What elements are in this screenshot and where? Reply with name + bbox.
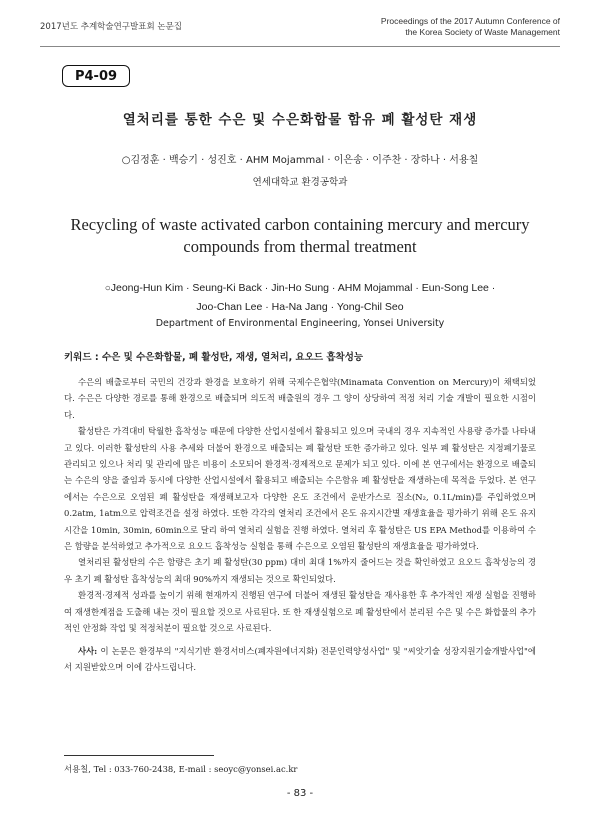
- running-header-right-line1: Proceedings of the 2017 Autumn Conference of: [380, 16, 560, 26]
- korean-author-list: 김정훈 · 백승기 · 성진호 · AHM Mojammal · 이은송 · 이주찬 · 장하나 · 서용칠: [130, 155, 479, 166]
- header-divider: [40, 46, 560, 47]
- corresponding-author-footnote: 서용칠, Tel : 033-760-2438, E-mail : seoyc@yonsei.ac.kr: [64, 764, 298, 774]
- korean-authors: [40, 151, 560, 166]
- korean-title: 열처리를 통한 수은 및 수은화합물 함유 폐 활성탄 재생: [122, 112, 478, 128]
- body-paragraph-2: 활성탄은 가격대비 탁월한 흡착성능 때문에 다양한 산업시설에서 활용되고 있으며 국내의 경우 지속적인 사용량 증가를 나타내고 있다. 이러한 활성탄의 사용 추세와 더불어 환경으로 배출되는 폐 활성탄 또한 증가하고 있다. 일부 폐 활성탄은 지정폐기물로 관리되고 있으나 처리 및 관리에 많은 비용이 소모되어 환경적·경제적으로 문제가 되고 있다. 이에 본 연구에서는 환경으로 배출되는 수은의 양을 줄임과 동시에 다양한 산업시설에서 활용되고 배출되는 수은함유 폐 활성탄을 재생하는데 목적을 두었다. 본 연구에서는 수은으로 오염된 폐 활성탄을 재생해보고자 다양한 온도 조건에서 운반가스로 질소(N₂, 0.1L/min)를 주입하였으며 0.2atm, 1atm으로 압력조건을 설정 하였다. 또한 각각의 열처리 조건에서 온도 유지시간별 재생효율을 평가하기 위해 온도 유지시간을 10min, 30min, 60min으로 달리 하여 열처리 실험을 진행 하였다. 열처리 후 활성탄은 US EPA Method를 이용하여 수은 함량을 분석하였고 추가적으로 요오드 흡착성능 실험을 통해 수은으로 오염된 활성탄의 재생효율을 평가하였다.: [64, 426, 536, 552]
- english-title: [40, 214, 560, 258]
- acknowledgement: [64, 643, 536, 676]
- presenter-mark: ○: [104, 283, 111, 294]
- body-paragraph-4: 환경적·경제적 성과를 높이기 위해 현재까지 진행된 연구에 더불어 재생된 활성탄을 재사용한 후 추가적인 재생 실험을 진행하여 재생한계점을 도출해 내는 것이 필요할 것으로 사료된다. 또 한 재생실험으로 폐 활성탄에서 분리된 수은 및 수은 화합물의 추가적인 안정화 작업 및 적정처분이 필요할 것으로 사료된다.: [64, 590, 536, 634]
- paper-code-badge: P4-09: [62, 65, 130, 87]
- english-authors-line2: Joo-Chan Lee · Ha-Na Jang · Yong-Chil Seo: [196, 301, 404, 313]
- presenter-mark: ○: [121, 155, 131, 166]
- english-authors: [40, 279, 560, 316]
- footnote-divider: [64, 755, 214, 756]
- english-title-line1: Recycling of waste activated carbon containing mercury and mercury: [70, 215, 530, 234]
- acknowledgement-text: 이 논문은 환경부의 "지식기반 환경서비스(폐자원에너지화) 전문인력양성사업" 및 "씨앗기술 성장지원기술개발사업"에서 지원받았으며 이에 감사드립니다.: [64, 645, 536, 672]
- running-header-left: 2017년도 추계학술연구발표회 논문집: [40, 22, 182, 32]
- running-header-right: [381, 16, 560, 38]
- body-paragraph-3: 열처리된 활성탄의 수은 함량은 초기 폐 활성탄(30 ppm) 대비 최대 1%까지 줄어드는 것을 확인하였고 요오드 흡착성능의 경우 초기 폐 활성탄 흡착성능의 최대 90%까지 재생되는 것으로 확인되었다.: [64, 557, 536, 584]
- korean-affiliation: 연세대학교 환경공학과: [252, 177, 348, 188]
- english-authors-line1: [40, 279, 560, 298]
- keywords: 키워드 : 수은 및 수은화합물, 폐 활성탄, 재생, 열처리, 요오드 흡착성능: [64, 352, 364, 363]
- body-paragraph-1: 수은의 배출로부터 국민의 건강과 환경을 보호하기 위해 국제수은협약(Minamata Convention on Mercury)이 채택되었다. 수은은 다양한 경로를 통해 환경으로 배출되며 의도적 배출원의 경우 그 양이 상당하여 적정 처리 기술 개발이 필요한 시점이다.: [64, 377, 536, 420]
- english-affiliation: Department of Environmental Engineering, Yonsei University: [155, 318, 445, 329]
- running-header-right-line2: the Korea Society of Waste Management: [405, 27, 560, 37]
- abstract-body: [64, 374, 536, 675]
- page-number: - 83 -: [286, 788, 314, 799]
- english-title-line2: compounds from thermal treatment: [183, 237, 417, 256]
- acknowledgement-label: 사사:: [78, 645, 98, 656]
- english-author-list-1: Jeong-Hun Kim · Seung-Ki Back · Jin-Ho Sung · AHM Mojammal · Eun-Song Lee ·: [110, 282, 496, 294]
